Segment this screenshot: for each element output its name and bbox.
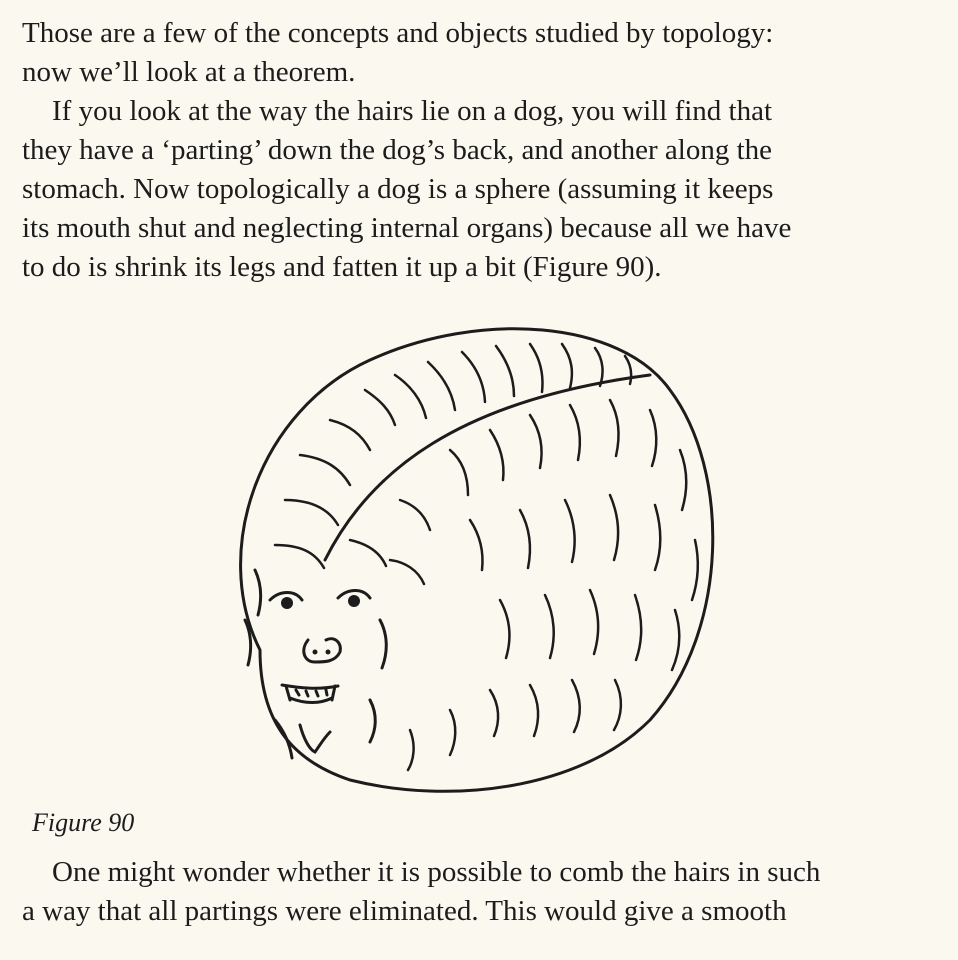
dog-face (245, 570, 386, 758)
parting-line (325, 375, 650, 560)
text-line: stomach. Now topologically a dog is a sphere (assuming it keeps (22, 173, 774, 205)
body-outline (241, 329, 713, 792)
figure-caption: Figure 90 (32, 808, 135, 837)
text-line: If you look at the way the hairs lie on a dog, you will find that (52, 95, 773, 127)
text-line: they have a ‘parting’ down the dog’s back, and another along the (22, 134, 772, 166)
text-line: its mouth shut and neglecting internal organs) because all we have (22, 212, 792, 244)
hair-strokes-body (350, 400, 698, 770)
text-line: Those are a few of the concepts and objects studied by topology: (22, 17, 774, 49)
text-line: a way that all partings were eliminated. This would give a smooth (22, 895, 787, 927)
text-line: now we’ll look at a theorem. (22, 56, 356, 88)
spherical-dog-illustration (200, 300, 760, 810)
text-line: One might wonder whether it is possible to comb the hairs in such (52, 856, 821, 888)
text-line: to do is shrink its legs and fatten it up a bit (Figure 90). (22, 251, 662, 283)
